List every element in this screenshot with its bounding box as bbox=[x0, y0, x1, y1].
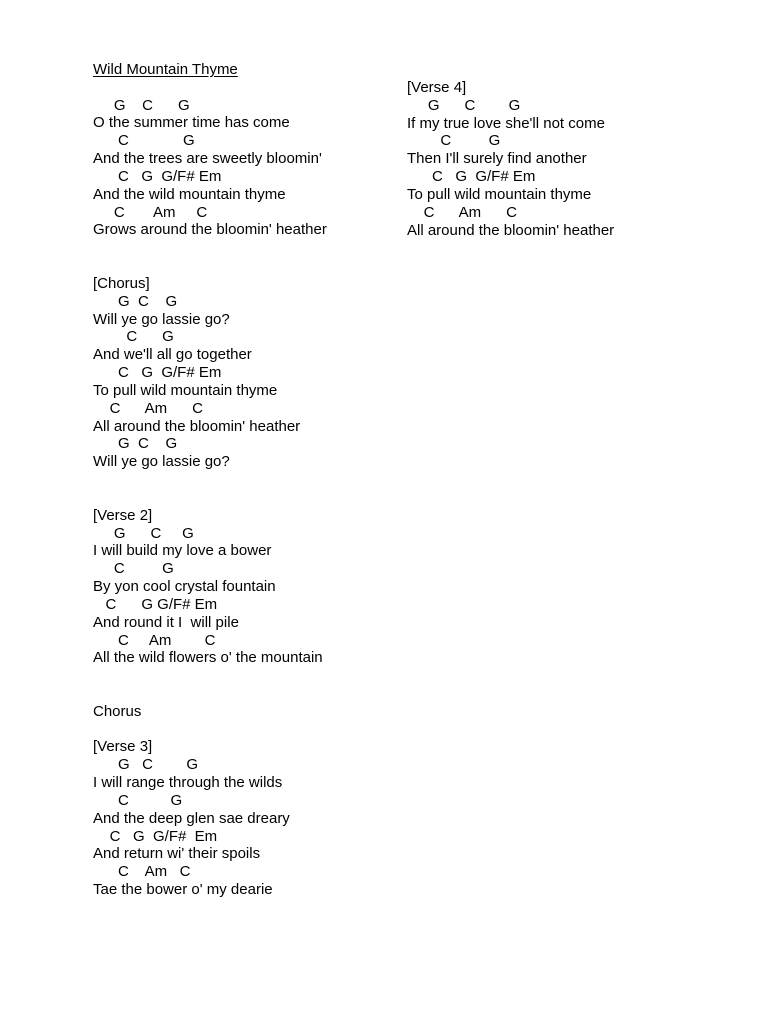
left-column bbox=[93, 61, 393, 899]
chord-line: C G bbox=[407, 132, 501, 150]
verse-1-section bbox=[93, 97, 393, 240]
chord-line: G C G bbox=[93, 292, 178, 310]
lyric-line: Then I'll surely find another bbox=[407, 150, 587, 168]
lyric-line: Grows around the bloomin' heather bbox=[93, 221, 327, 239]
chord-line: C Am C bbox=[93, 203, 208, 221]
lyric-line: To pull wild mountain thyme bbox=[407, 185, 592, 203]
section-heading: [Verse 4] bbox=[407, 79, 467, 96]
lyric-line: All around the bloomin' heather bbox=[93, 417, 301, 435]
chord-line: C G bbox=[93, 791, 183, 809]
blank-line bbox=[93, 721, 393, 739]
blank-line bbox=[93, 239, 393, 257]
blank-line bbox=[93, 685, 393, 703]
lyric-line: Will ye go lassie go? bbox=[93, 453, 230, 471]
lyric-line: And the wild mountain thyme bbox=[93, 185, 286, 203]
lyric-line: And the deep glen sae dreary bbox=[93, 809, 290, 827]
lyric-line: And the trees are sweetly bloomin' bbox=[93, 150, 322, 168]
blank-line bbox=[93, 489, 393, 507]
chord-line: G C G bbox=[407, 96, 521, 114]
blank-line bbox=[93, 79, 393, 97]
chord-line: G C G bbox=[93, 524, 194, 542]
chord-line: C G G/F# Em bbox=[407, 168, 536, 186]
chord-line: C Am C bbox=[93, 399, 204, 417]
verse-4-section bbox=[407, 79, 737, 239]
lyric-line: And we'll all go together bbox=[93, 346, 252, 364]
blank-line bbox=[93, 257, 393, 275]
lyric-line: To pull wild mountain thyme bbox=[93, 381, 278, 399]
chord-line: G C G bbox=[93, 756, 199, 774]
section-heading: [Chorus] bbox=[93, 274, 150, 292]
chorus-section bbox=[93, 275, 393, 471]
chord-line: C Am C bbox=[93, 863, 191, 881]
chord-line: C G G/F# Em bbox=[93, 167, 222, 185]
lyric-line: And return wi' their spoils bbox=[93, 845, 261, 863]
chord-line: C G bbox=[93, 132, 195, 150]
lyric-line: I will build my love a bower bbox=[93, 542, 272, 560]
section-heading: [Verse 3] bbox=[93, 738, 153, 756]
right-column bbox=[407, 79, 737, 239]
chord-line: C G bbox=[93, 328, 174, 346]
section-heading: [Verse 2] bbox=[93, 506, 153, 524]
lyric-line: O the summer time has come bbox=[93, 114, 290, 132]
lyric-line: Will ye go lassie go? bbox=[93, 310, 230, 328]
chorus-repeat-marker: Chorus bbox=[93, 702, 142, 720]
lyric-line: Tae the bower o' my dearie bbox=[93, 881, 273, 899]
blank-line bbox=[93, 667, 393, 685]
lyric-line: I will range through the wilds bbox=[93, 774, 283, 792]
verse-3-section bbox=[93, 738, 393, 898]
lyric-line: If my true love she'll not come bbox=[407, 114, 605, 132]
blank-line bbox=[93, 471, 393, 489]
chord-line: C G G/F# Em bbox=[93, 595, 218, 613]
lyric-line: All around the bloomin' heather bbox=[407, 221, 615, 239]
chord-line: G C G bbox=[93, 435, 178, 453]
song-title: Wild Mountain Thyme bbox=[93, 61, 238, 78]
chord-line: C Am C bbox=[93, 631, 216, 649]
lyric-line: By yon cool crystal fountain bbox=[93, 578, 276, 596]
chord-line: C G G/F# Em bbox=[93, 364, 222, 382]
chord-line: G C G bbox=[93, 96, 190, 114]
chord-line: C Am C bbox=[407, 203, 518, 221]
lyric-line: All the wild flowers o' the mountain bbox=[93, 649, 323, 667]
lyric-line: And round it I will pile bbox=[93, 613, 239, 631]
chord-line: C G bbox=[93, 560, 174, 578]
verse-2-section bbox=[93, 507, 393, 667]
chord-line: C G G/F# Em bbox=[93, 827, 218, 845]
